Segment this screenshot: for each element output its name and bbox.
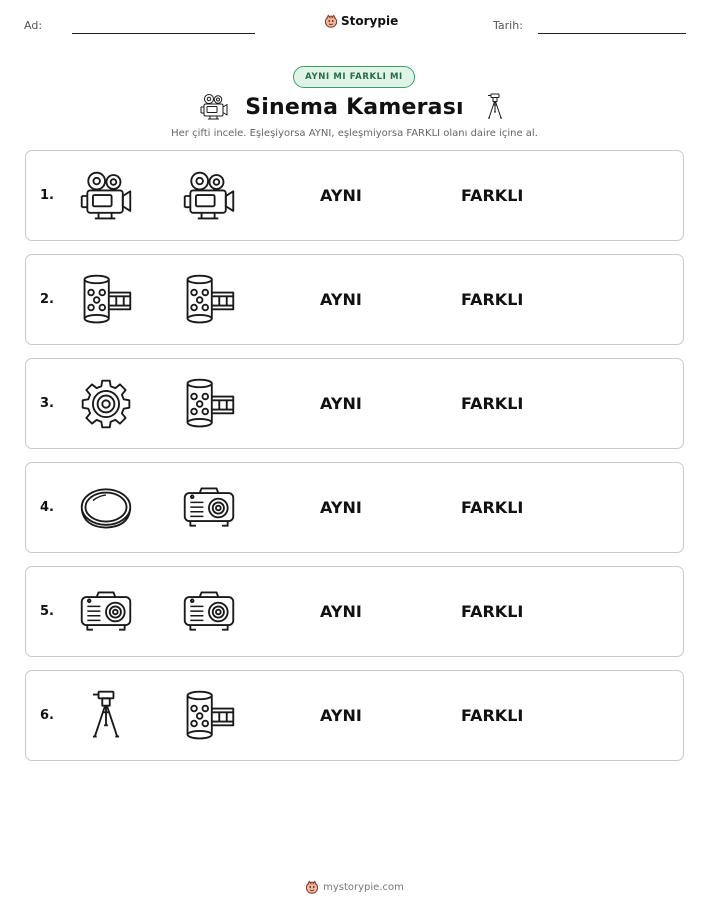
film-reel-icon (181, 272, 237, 328)
storypie-logo-icon (305, 880, 319, 894)
lens-filter-icon (78, 480, 134, 536)
exercise-row-6 (25, 670, 684, 761)
exercise-row-3 (25, 358, 684, 449)
row-number: 6. (40, 708, 54, 723)
footer (0, 880, 709, 894)
exercise-row-4 (25, 462, 684, 553)
date-label: Tarih: (493, 19, 523, 32)
different-option[interactable]: FARKLI (461, 394, 524, 413)
brand (324, 14, 398, 28)
projector-icon (78, 584, 134, 640)
movie-camera-icon (78, 168, 134, 224)
movie-camera-icon (199, 92, 229, 122)
same-option[interactable]: AYNI (320, 394, 362, 413)
film-reel-icon (181, 376, 237, 432)
different-option[interactable]: FARKLI (461, 602, 524, 621)
tripod-icon (78, 688, 134, 744)
different-option[interactable]: FARKLI (461, 186, 524, 205)
projector-icon (181, 584, 237, 640)
brand-name: Storypie (341, 14, 399, 28)
different-option[interactable]: FARKLI (461, 706, 524, 725)
row-number: 3. (40, 396, 54, 411)
gear-icon (78, 376, 134, 432)
name-field[interactable] (72, 33, 255, 34)
name-label: Ad: (24, 19, 43, 32)
movie-camera-icon (181, 168, 237, 224)
exercise-row-5 (25, 566, 684, 657)
row-number: 2. (40, 292, 54, 307)
exercise-row-1 (25, 150, 684, 241)
row-number: 1. (40, 188, 54, 203)
exercise-row-2 (25, 254, 684, 345)
storypie-logo-icon (324, 14, 338, 28)
same-option[interactable]: AYNI (320, 290, 362, 309)
different-option[interactable]: FARKLI (461, 290, 524, 309)
different-option[interactable]: FARKLI (461, 498, 524, 517)
page-title: Sinema Kamerası (245, 94, 464, 120)
footer-url[interactable]: mystorypie.com (323, 881, 404, 893)
instructions: Her çifti incele. Eşleşiyorsa AYNI, eşleşmiyorsa FARKLI olanı daire içine al. (171, 128, 538, 139)
row-number: 4. (40, 500, 54, 515)
same-option[interactable]: AYNI (320, 706, 362, 725)
film-reel-icon (181, 688, 237, 744)
activity-badge: AYNI MI FARKLI MI (293, 66, 415, 88)
title-row (0, 92, 709, 122)
same-option[interactable]: AYNI (320, 602, 362, 621)
date-field[interactable] (538, 33, 686, 34)
tripod-icon (480, 92, 510, 122)
projector-icon (181, 480, 237, 536)
film-reel-icon (78, 272, 134, 328)
same-option[interactable]: AYNI (320, 186, 362, 205)
same-option[interactable]: AYNI (320, 498, 362, 517)
row-number: 5. (40, 604, 54, 619)
